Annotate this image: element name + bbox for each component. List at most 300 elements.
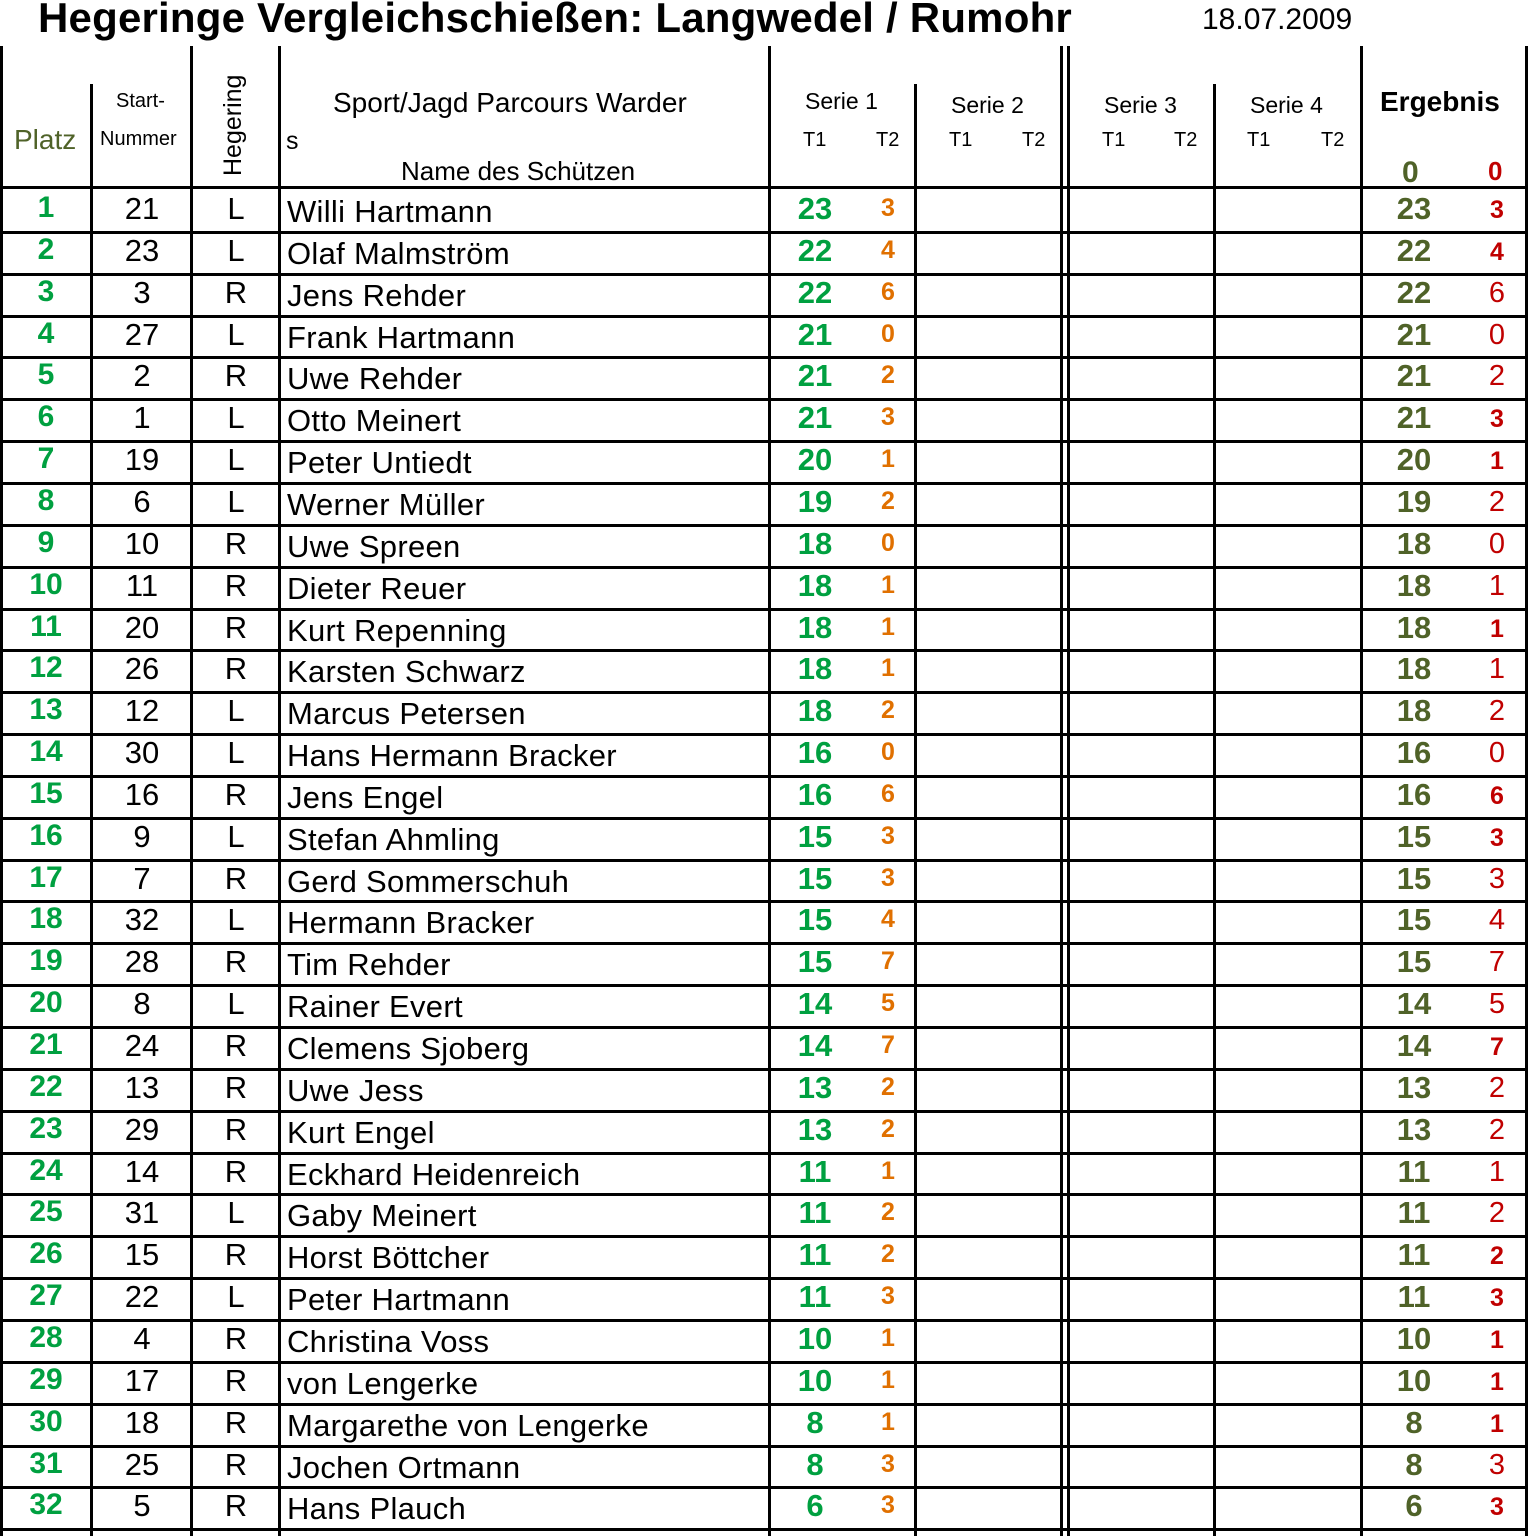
ergebnis-t2-cell: 0 [1488,737,1506,770]
shooter-name-cell: Peter Untiedt [287,445,472,481]
start-number-cell: 29 [124,1111,160,1147]
platz-cell: 29 [29,1362,63,1396]
hegering-cell: R [224,274,248,310]
ergebnis-t2-cell: 2 [1488,1113,1506,1146]
shooter-name-cell: Stefan Ahmling [287,821,500,857]
start-number-cell: 19 [124,442,160,478]
start-number-cell: 21 [124,191,160,226]
platz-cell: 25 [29,1195,63,1229]
shooter-name-cell: Hans Hermann Bracker [287,738,617,774]
shooter-name-cell: Margarethe von Lengerke [287,1407,649,1443]
ergebnis-t1-cell: 8 [1405,1404,1423,1440]
hegering-cell: L [227,442,245,478]
platz-cell: 22 [29,1069,63,1103]
platz-cell: 11 [30,609,62,643]
platz-cell: 7 [37,442,55,476]
ergebnis-t1-cell: 13 [1396,1111,1432,1147]
ergebnis-t2-cell: 2 [1488,360,1506,393]
serie1-t1-cell: 18 [797,693,833,729]
shooter-name-cell: Werner Müller [287,486,485,522]
header-platz: Platz [14,124,77,155]
start-number-cell: 31 [124,1195,160,1231]
serie1-t1-cell: 19 [797,483,833,519]
platz-cell: 27 [29,1279,63,1313]
table-row [0,901,1528,943]
shooter-name-cell: Uwe Rehder [287,361,463,397]
start-number-cell: 8 [133,986,151,1022]
table-row [0,483,1528,525]
ergebnis-t2-cell: 1 [1488,569,1506,602]
serie1-t2-cell: 1 [881,570,895,599]
ergebnis-t2-cell: 5 [1488,988,1506,1021]
header-s: s [286,127,299,155]
table-row [0,357,1528,399]
platz-cell: 17 [29,860,63,894]
table-row [0,1404,1528,1446]
platz-cell: 3 [37,274,55,308]
serie1-t1-cell: 21 [797,358,833,394]
serie1-t2-cell: 3 [881,1282,895,1311]
ergebnis-sum-t2: 0 [1488,156,1503,186]
ergebnis-t1-cell: 13 [1396,1069,1432,1105]
serie1-t2-cell: 4 [881,235,895,264]
serie1-t2-cell: 7 [881,947,895,976]
hegering-cell: R [224,1111,248,1147]
serie1-t1-cell: 15 [797,902,833,938]
table-row [0,274,1528,316]
ergebnis-t1-cell: 14 [1396,1028,1432,1063]
ergebnis-t1-cell: 11 [1397,1279,1431,1315]
ergebnis-t2-cell: 1 [1490,1367,1504,1396]
table-row [0,650,1528,692]
serie1-t1-cell: 18 [797,525,833,561]
hegering-cell: L [227,191,245,226]
platz-cell: 32 [29,1488,63,1522]
shooter-name-cell: Jens Engel [287,779,444,815]
hegering-cell: L [227,818,245,854]
ergebnis-t2-cell: 3 [1490,823,1504,852]
ergebnis-t1-cell: 22 [1396,232,1432,268]
start-number-cell: 30 [124,735,160,771]
hegering-cell: R [224,525,248,561]
header-start-line1: Start- [116,90,165,112]
serie1-t2-cell: 3 [881,194,895,222]
hegering-cell: L [227,1195,245,1231]
shooter-name-cell: Jochen Ortmann [287,1449,521,1485]
serie1-t2-cell: 2 [881,1240,895,1269]
serie1-t1-cell: 8 [806,1404,824,1440]
hegering-cell: R [224,1362,248,1398]
ergebnis-t2-cell: 3 [1490,196,1504,224]
shooter-name-cell: Uwe Spreen [287,528,461,564]
serie1-t1-cell: 11 [798,1153,832,1189]
serie1-t2-cell: 2 [881,696,895,725]
ergebnis-t2-cell: 3 [1490,1493,1504,1522]
serie1-t2-cell: 1 [881,654,895,683]
hegering-cell: R [224,567,248,603]
serie1-t1-cell: 22 [797,232,833,268]
shooter-name-cell: Christina Voss [287,1323,490,1359]
hegering-cell: L [227,693,245,729]
serie1-t1-cell: 20 [797,442,833,478]
serie1-t2-cell: 1 [881,1407,895,1436]
serie1-t1-cell: 15 [797,860,833,896]
ergebnis-t1-cell: 11 [1397,1237,1431,1273]
platz-cell: 13 [29,693,63,727]
serie1-t2-cell: 1 [881,445,895,474]
table-row [0,1278,1528,1320]
shooter-name-cell: Hans Plauch [287,1491,467,1527]
ergebnis-t1-cell: 21 [1396,358,1432,394]
ergebnis-t1-cell: 15 [1396,944,1432,980]
ergebnis-t1-cell: 10 [1396,1362,1432,1398]
table-row [0,1362,1528,1404]
ergebnis-t2-cell: 2 [1490,1242,1504,1271]
ergebnis-t1-cell: 18 [1396,693,1432,729]
start-number-cell: 27 [124,316,160,352]
ergebnis-t2-cell: 1 [1488,653,1506,686]
platz-cell: 15 [29,776,63,810]
hegering-cell: R [224,1404,248,1440]
ergebnis-t1-cell: 16 [1396,735,1432,771]
shooter-name-cell: Gaby Meinert [287,1198,477,1234]
hegering-cell: L [227,986,245,1022]
table-row [0,1236,1528,1278]
table-row [0,1111,1528,1153]
start-number-cell: 11 [125,567,159,603]
serie1-t1-cell: 18 [797,567,833,603]
platz-cell: 20 [29,986,63,1020]
ergebnis-t1-cell: 15 [1396,902,1432,938]
hegering-cell: R [224,1446,248,1482]
serie1-t2-cell: 1 [881,1365,895,1394]
table-row [0,232,1528,274]
ergebnis-t1-cell: 18 [1396,525,1432,561]
hegering-cell: R [224,1320,248,1356]
table-row [0,525,1528,567]
header-serie2-t1: T1 [949,129,973,151]
platz-cell: 28 [29,1320,63,1354]
ergebnis-t2-cell: 3 [1490,1284,1504,1313]
hegering-cell: L [227,735,245,771]
serie1-t1-cell: 21 [797,400,833,436]
start-number-cell: 24 [124,1028,160,1063]
start-number-cell: 18 [124,1404,160,1440]
table-row [0,1487,1528,1529]
serie1-t2-cell: 3 [881,1491,895,1520]
ergebnis-t1-cell: 22 [1396,274,1432,310]
serie1-t2-cell: 2 [881,1114,895,1143]
hegering-cell: L [227,400,245,436]
ergebnis-t1-cell: 15 [1396,860,1432,896]
start-number-cell: 9 [133,818,151,854]
ergebnis-t2-cell: 1 [1490,447,1504,476]
ergebnis-t2-cell: 1 [1488,1155,1506,1188]
header-ergebnis: Ergebnis [1380,86,1500,117]
header-serie4-t1: T1 [1247,129,1271,151]
platz-cell: 8 [37,483,55,517]
serie1-t1-cell: 14 [797,986,833,1022]
platz-cell: 1 [37,191,55,224]
serie1-t1-cell: 18 [797,609,833,645]
hegering-cell: L [227,232,245,268]
hegering-cell: R [224,1153,248,1189]
ergebnis-t2-cell: 1 [1490,1325,1504,1354]
ergebnis-t2-cell: 3 [1490,405,1504,434]
shooter-name-cell: Hermann Bracker [287,905,535,941]
header-serie1-t2: T2 [876,129,900,151]
platz-cell: 5 [37,358,55,392]
shooter-name-cell: Otto Meinert [287,403,462,439]
start-number-cell: 22 [124,1279,160,1315]
ergebnis-t1-cell: 11 [1397,1195,1431,1231]
serie1-t2-cell: 0 [881,319,895,348]
serie1-t1-cell: 11 [798,1279,832,1315]
ergebnis-t2-cell: 2 [1488,1071,1506,1104]
ergebnis-t1-cell: 20 [1396,442,1432,478]
ergebnis-t2-cell: 6 [1490,781,1504,810]
serie1-t2-cell: 3 [881,403,895,432]
table-row [0,943,1528,985]
start-number-cell: 26 [124,651,160,687]
platz-cell: 21 [29,1028,63,1061]
ergebnis-sum-t1: 0 [1402,156,1419,189]
hegering-cell: R [224,1488,248,1524]
table-row [0,1069,1528,1111]
serie1-t1-cell: 15 [797,818,833,854]
ergebnis-t2-cell: 4 [1490,237,1504,266]
platz-cell: 18 [29,902,63,936]
shooter-name-cell: Peter Hartmann [287,1282,511,1318]
event-date: 18.07.2009 [1202,3,1353,36]
ergebnis-t2-cell: 7 [1490,1033,1504,1061]
ergebnis-t1-cell: 14 [1396,986,1432,1022]
serie1-t2-cell: 1 [881,1323,895,1352]
table-row [0,567,1528,609]
serie1-t2-cell: 3 [881,1449,895,1478]
hegering-cell: R [224,776,248,812]
ergebnis-t1-cell: 6 [1405,1488,1423,1524]
platz-cell: 12 [29,651,63,685]
hegering-cell: R [224,944,248,980]
ergebnis-t1-cell: 18 [1396,567,1432,603]
serie1-t2-cell: 0 [881,738,895,767]
header-serie2-t2: T2 [1022,129,1046,151]
ergebnis-t2-cell: 2 [1488,695,1506,728]
ergebnis-t2-cell: 1 [1490,614,1504,643]
serie1-t1-cell: 15 [797,944,833,980]
platz-cell: 19 [29,944,63,978]
shooter-name-cell: Rainer Evert [287,989,463,1025]
header-serie3: Serie 3 [1104,92,1177,118]
serie1-t1-cell: 11 [798,1195,832,1231]
table-row [0,190,1528,232]
serie1-t1-cell: 10 [797,1320,833,1356]
ergebnis-t2-cell: 4 [1488,904,1506,937]
serie1-t1-cell: 10 [797,1362,833,1398]
serie1-t2-cell: 0 [881,528,895,557]
serie1-t2-cell: 2 [881,1072,895,1101]
shooter-name-cell: Kurt Repenning [287,612,507,648]
serie1-t1-cell: 6 [806,1488,824,1524]
platz-cell: 16 [29,818,63,852]
start-number-cell: 25 [124,1446,160,1482]
table-row [0,609,1528,651]
platz-cell: 24 [29,1153,63,1187]
shooter-name-cell: Uwe Jess [287,1072,424,1108]
serie1-t1-cell: 13 [797,1111,833,1147]
start-number-cell: 5 [133,1488,151,1524]
serie1-t2-cell: 2 [881,486,895,515]
table-row [0,734,1528,776]
shooter-name-cell: Tim Rehder [287,947,451,983]
shooter-name-cell: Dieter Reuer [287,570,467,606]
ergebnis-t1-cell: 10 [1396,1320,1432,1356]
hegering-cell: L [227,902,245,938]
start-number-cell: 13 [124,1069,160,1105]
serie1-t1-cell: 16 [797,776,833,812]
serie1-t1-cell: 13 [797,1069,833,1105]
serie1-t1-cell: 21 [797,316,833,352]
table-row [0,860,1528,902]
hegering-cell: R [224,651,248,687]
serie1-t2-cell: 6 [881,277,895,306]
ergebnis-t1-cell: 21 [1396,400,1432,436]
header-hegering: Hegering [219,74,247,176]
serie1-t1-cell: 16 [797,735,833,771]
table-row [0,818,1528,860]
shooter-name-cell: Frank Hartmann [287,319,516,355]
serie1-t2-cell: 4 [881,905,895,934]
table-row [0,1153,1528,1195]
serie1-t1-cell: 8 [806,1446,824,1482]
start-number-cell: 28 [124,944,160,980]
serie1-t2-cell: 7 [881,1031,895,1059]
table-row [0,1027,1528,1069]
ergebnis-t2-cell: 1 [1490,1409,1504,1438]
platz-cell: 30 [29,1404,63,1438]
shooter-name-cell: von Lengerke [287,1365,479,1401]
hegering-cell: L [227,1279,245,1315]
start-number-cell: 20 [124,609,160,645]
header-parcours: Sport/Jagd Parcours Warder [333,87,687,118]
hegering-cell: R [224,860,248,896]
ergebnis-t2-cell: 0 [1488,527,1506,560]
header-serie2: Serie 2 [951,92,1024,118]
ergebnis-t2-cell: 3 [1488,1448,1506,1481]
ergebnis-t2-cell: 6 [1488,276,1506,309]
hegering-cell: L [227,316,245,352]
hegering-cell: R [224,609,248,645]
platz-cell: 23 [29,1111,63,1145]
serie1-t2-cell: 1 [881,612,895,641]
ergebnis-t1-cell: 18 [1396,651,1432,687]
header-rule [0,186,1528,189]
header-serie1: Serie 1 [805,88,878,114]
header-serie4-t2: T2 [1321,129,1345,151]
hegering-cell: R [224,1069,248,1105]
ergebnis-t1-cell: 15 [1396,818,1432,854]
ergebnis-t1-cell: 16 [1396,776,1432,812]
start-number-cell: 3 [133,274,151,310]
ergebnis-t1-cell: 23 [1396,191,1432,226]
start-number-cell: 2 [133,358,151,394]
platz-cell: 2 [37,232,55,266]
shooter-name-cell: Marcus Petersen [287,696,526,732]
ergebnis-t1-cell: 18 [1396,609,1432,645]
platz-cell: 6 [37,400,55,434]
hegering-cell: R [224,1028,248,1063]
start-number-cell: 16 [124,776,160,812]
table-row [0,985,1528,1027]
start-number-cell: 1 [133,400,151,436]
shooter-name-cell: Karsten Schwarz [287,654,526,690]
platz-cell: 10 [29,567,63,601]
table-row [0,776,1528,818]
serie1-t2-cell: 1 [881,1156,895,1185]
start-number-cell: 7 [133,860,151,896]
table-row [0,692,1528,734]
ergebnis-t2-cell: 2 [1488,485,1506,518]
page-title: Hegeringe Vergleichschießen: Langwedel / Rumohr [38,0,1072,41]
header-name: Name des Schützen [401,156,636,186]
hegering-cell: R [224,1237,248,1273]
hegering-cell: L [227,483,245,519]
serie1-t2-cell: 6 [881,779,895,808]
shooter-name-cell: Gerd Sommerschuh [287,863,570,899]
ergebnis-t2-cell: 0 [1488,318,1506,351]
ergebnis-t2-cell: 7 [1488,946,1506,979]
start-number-cell: 15 [124,1237,160,1273]
hegering-cell: R [224,358,248,394]
start-number-cell: 17 [124,1362,160,1398]
table-row [0,441,1528,483]
serie1-t1-cell: 22 [797,274,833,310]
shooter-name-cell: Kurt Engel [287,1114,435,1150]
serie1-t2-cell: 2 [881,361,895,390]
start-number-cell: 4 [133,1320,151,1356]
shooter-name-cell: Clemens Sjoberg [287,1031,530,1066]
platz-cell: 31 [29,1446,63,1480]
start-number-cell: 6 [133,483,151,519]
serie1-t1-cell: 23 [797,191,833,226]
shooter-name-cell: Horst Böttcher [287,1240,490,1276]
start-number-cell: 23 [124,232,160,268]
platz-cell: 14 [29,735,63,769]
start-number-cell: 32 [124,902,160,938]
table-row [0,316,1528,358]
start-number-cell: 10 [124,525,160,561]
table-row [0,1320,1528,1362]
shooter-name-cell: Olaf Malmström [287,235,510,271]
start-number-cell: 12 [124,693,160,729]
ergebnis-t1-cell: 21 [1396,316,1432,352]
ergebnis-t1-cell: 11 [1397,1153,1431,1189]
table-row [0,1194,1528,1236]
shooter-name-cell: Jens Rehder [287,277,467,313]
start-number-cell: 14 [124,1153,160,1189]
platz-cell: 4 [37,316,55,350]
platz-cell: 26 [29,1237,63,1271]
header-serie1-t1: T1 [803,129,827,151]
serie1-t1-cell: 18 [797,651,833,687]
serie1-t1-cell: 11 [798,1237,832,1273]
serie1-t2-cell: 2 [881,1198,895,1227]
header-start-line2: Nummer [100,128,177,150]
header-serie3-t1: T1 [1102,129,1126,151]
ergebnis-t2-cell: 3 [1488,862,1506,895]
serie1-t1-cell: 14 [797,1028,833,1063]
